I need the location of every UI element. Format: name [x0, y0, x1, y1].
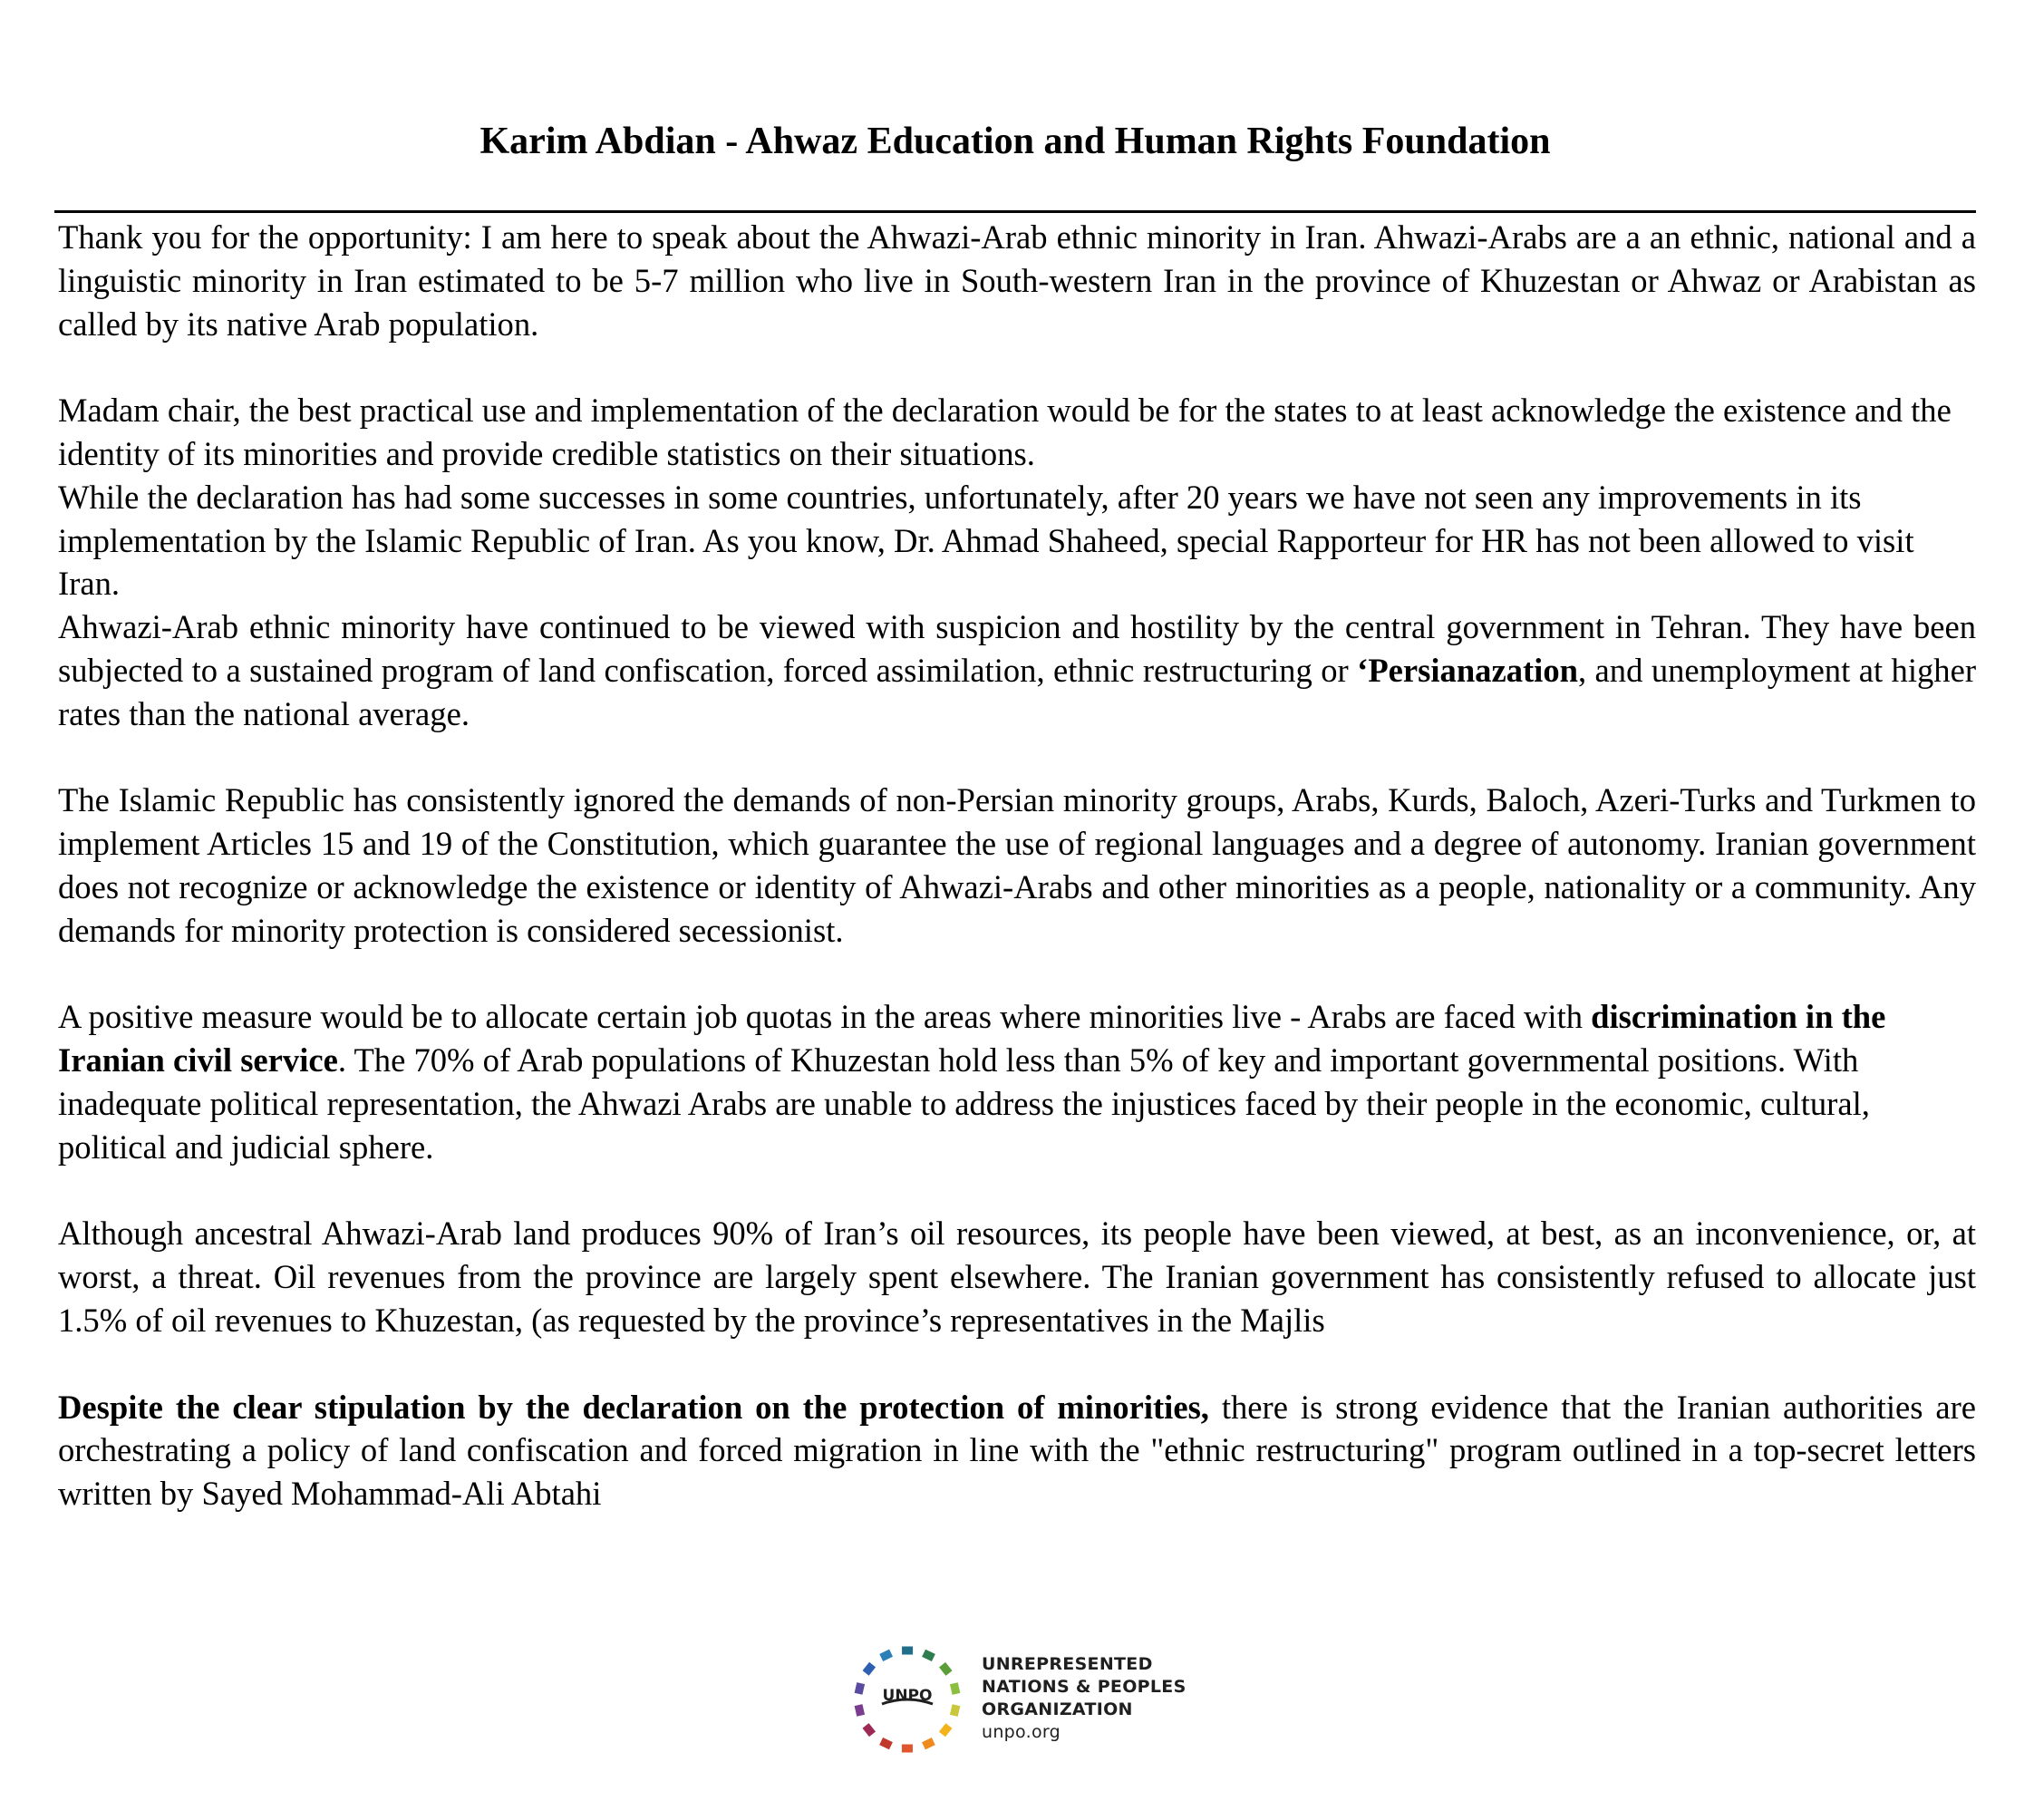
bold-despite-clear-stipulation: Despite the clear stipulation by the declaration on the protection of minorities,: [58, 1388, 1209, 1426]
logo-ring-dash: [950, 1704, 960, 1717]
logo-ring-dash: [879, 1650, 893, 1661]
paragraph-job-quotas: A positive measure would be to allocate certain job quotas in the areas where minorities live - Arabs are faced with discrimination in the Iranian civil service. The 70% of Arab populations of Khuzestan hold less than 5% of key and important governmental positions. With inadequate political representation, the Ahwazi Arabs are unable to address the injustices faced by their people in the economic, cultural, political and judicial sphere.: [58, 998, 1886, 1166]
logo-line-3: ORGANIZATION: [982, 1699, 1133, 1719]
paragraph-suspicion-hostility: Ahwazi-Arab ethnic minority have continued to be viewed with suspicion and hostility by the central government in Tehran. They have been subjected to a sustained program of land confiscation, forced assimilation, ethnic restructuring or ‘Persianazation, and unemployment at higher rates than the national average.: [58, 608, 1976, 732]
logo-ring-dash: [902, 1646, 913, 1654]
logo-ring-dash: [863, 1662, 877, 1676]
logo-ring-dash: [855, 1682, 865, 1695]
paragraph-intro: Thank you for the opportunity: I am here to speak about the Ahwazi-Arab ethnic minority in Iran. Ahwazi-Arabs are a an ethnic, national and a linguistic minority in Iran estimated to be 5-7 million who live in South-western Iran in the province of Khuzestan or Ahwaz or Arabistan as called by its native Arab population.: [58, 218, 1976, 343]
unpo-ring-icon: [849, 1639, 965, 1760]
logo-line-2: NATIONS & PEOPLES: [982, 1677, 1186, 1697]
paragraph-madam-chair: Madam chair, the best practical use and implementation of the declaration would be for the states to at least acknowledge the existence and the identity of its minorities and provide credible statistics on their situations.: [58, 392, 1952, 472]
paragraph-oil-resources: Although ancestral Ahwazi-Arab land produces 90% of Iran’s oil resources, its people have been viewed, at best, as an inconvenience, or, at worst, a threat. Oil revenues from the province are largely spent elsewhere. The Iranian government has consistently refused to allocate just 1.5% of oil revenues to Khuzestan, (as requested by the province’s representatives in the Majlis: [58, 1215, 1976, 1339]
logo-ring-dash: [939, 1662, 953, 1676]
logo-ring-dash: [879, 1738, 893, 1749]
logo-ring-dash: [902, 1744, 913, 1752]
logo-ring-dash: [922, 1738, 935, 1749]
logo-ring-dash: [939, 1723, 953, 1737]
unpo-logo: [849, 1639, 1230, 1760]
logo-ring-dash: [855, 1704, 865, 1717]
bold-persianazation: ‘Persianazation: [1357, 651, 1578, 689]
logo-ring-dash: [862, 1723, 876, 1737]
logo-line-1: UNREPRESENTED: [982, 1654, 1153, 1674]
paragraph-declaration-successes: While the declaration has had some successes in some countries, unfortunately, after 20 years we have not seen any improvements in its implementation by the Islamic Republic of Iran. As you know, Dr. Ahmad Shaheed, special Rapporteur for HR has not been allowed to visit Iran.: [58, 478, 1914, 603]
document-body: [58, 216, 1976, 1515]
logo-ring-dash: [922, 1650, 935, 1661]
paragraph-despite-stipulation: Despite the clear stipulation by the declaration on the protection of minorities, there is strong evidence that the Iranian authorities are orchestrating a policy of land confiscation and forced migration in line with the "ethnic restructuring" program outlined in a top-secret letters written by Sayed Mohammad-Ali Abtahi: [58, 1388, 1976, 1513]
document-title: Karim Abdian - Ahwaz Education and Human Rights Foundation: [479, 121, 1551, 162]
logo-url: unpo.org: [982, 1722, 1061, 1742]
unpo-logo-text: [982, 1653, 1186, 1744]
logo-ring-dash: [950, 1682, 960, 1695]
bold-discrimination: discrimination in the Iranian civil service: [58, 998, 1886, 1079]
title-rule: [54, 210, 1976, 213]
unpo-mark-text: UNPO: [882, 1687, 933, 1705]
paragraph-islamic-republic: The Islamic Republic has consistently ignored the demands of non-Persian minority groups, Arabs, Kurds, Baloch, Azeri-Turks and Turkmen to implement Articles 15 and 19 of the Constitution, which guarantee the use of regional languages and a degree of autonomy. Iranian government does not recognize or acknowledge the existence or identity of Ahwazi-Arabs and other minorities as a people, nationality or a community. Any demands for minority protection is considered secessionist.: [58, 781, 1976, 949]
